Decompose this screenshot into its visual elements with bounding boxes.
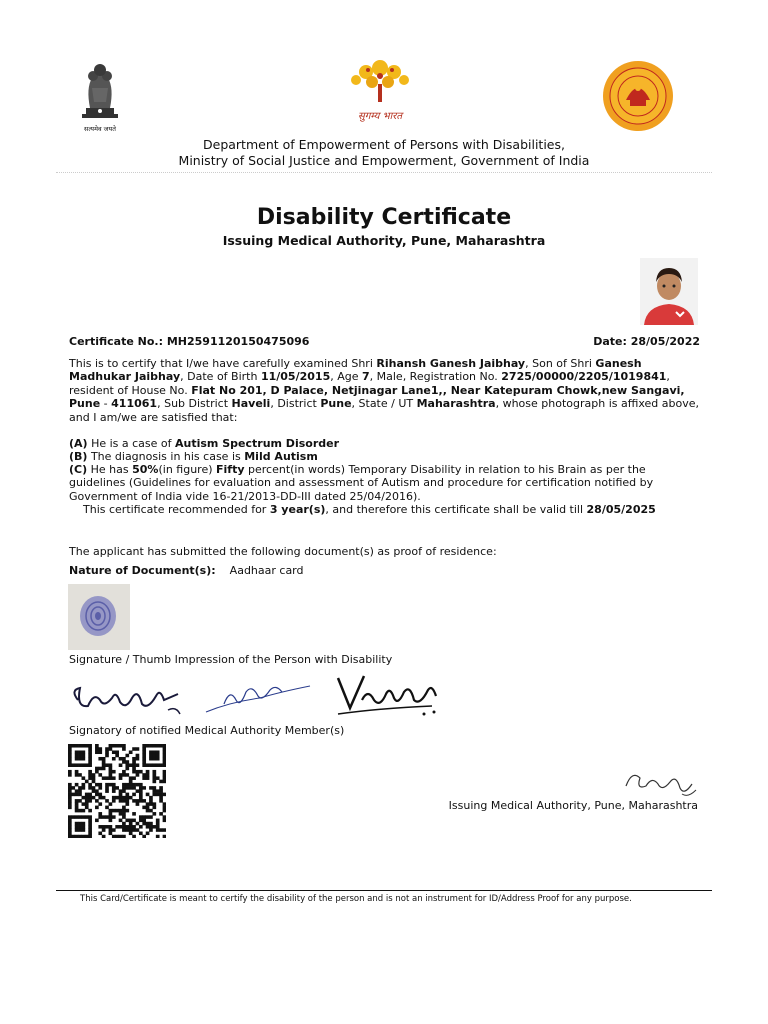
finding-c: (C) He has 50%(in figure) Fifty percent(in words) Temporary Disability in relation to his Brain as per the guidelines (Guidelines for evaluation and assessment of Autism and procedure for certification notified by Government of India vide 16-21/2013-DD-III dated 25/04/2016). bbox=[69, 463, 654, 503]
applicant-photo bbox=[640, 258, 698, 325]
document-nature: Nature of Document(s): Aadhaar card bbox=[69, 564, 304, 577]
documents-intro: The applicant has submitted the following document(s) as proof of residence: bbox=[69, 545, 497, 558]
authority-caption: Issuing Medical Authority, Pune, Maharashtra bbox=[448, 799, 698, 812]
member-signature-3 bbox=[332, 670, 452, 724]
validity-statement: This certificate recommended for 3 year(s), and therefore this certificate shall be valid till 28/05/2025 bbox=[83, 503, 656, 516]
certificate-number: Certificate No.: MH2591120150475096 bbox=[69, 335, 310, 348]
finding-b: (B) The diagnosis in his case is Mild Autism bbox=[69, 450, 318, 463]
maharashtra-seal-logo bbox=[600, 60, 676, 132]
member-signature-1 bbox=[68, 680, 188, 724]
emblem-motto: सत्यमेव जयते bbox=[84, 125, 116, 133]
member-signature-2 bbox=[200, 678, 320, 722]
finding-a: (A) He is a case of Autism Spectrum Disorder bbox=[69, 437, 340, 450]
thumb-impression bbox=[68, 584, 130, 650]
footer-divider bbox=[56, 890, 712, 891]
qr-code bbox=[68, 744, 166, 838]
department-line-2: Ministry of Social Justice and Empowerment, Government of India bbox=[178, 153, 590, 168]
certificate-date: Date: 28/05/2022 bbox=[593, 335, 700, 348]
logo-caption: सुगम्य भारत bbox=[357, 111, 403, 122]
members-caption: Signatory of notified Medical Authority Member(s) bbox=[69, 724, 345, 737]
national-emblem-logo bbox=[76, 58, 124, 134]
department-line-1: Department of Empowerment of Persons with Disabilities, bbox=[203, 137, 565, 152]
thumb-caption: Signature / Thumb Impression of the Person with Disability bbox=[69, 653, 393, 666]
sugamya-bharat-logo bbox=[344, 58, 416, 120]
page-title: Disability Certificate bbox=[256, 205, 512, 230]
page-subtitle: Issuing Medical Authority, Pune, Maharashtra bbox=[222, 233, 546, 248]
footer-note: This Card/Certificate is meant to certify the disability of the person and is not an instrument for ID/Address Proof for any purpose. bbox=[80, 894, 632, 904]
header-divider bbox=[56, 172, 712, 173]
certification-paragraph: This is to certify that I/we have carefully examined Shri Rihansh Ganesh Jaibhay, Son of Shri Ganesh Madhukar Jaibhay, Date of Birth 11/05/2015, Age 7, Male, Registration No. 2725/00000/2205/1019841, resident of House No. Flat No 201, D Palace, Netjinagar Lane1,, Near Katepuram Chowk,new Sangavi, Pune - 411061, Sub District Haveli, District Pune, State / UT Maharashtra, whose photograph is affixed above, and I am/we are satisfied that: bbox=[69, 357, 699, 424]
